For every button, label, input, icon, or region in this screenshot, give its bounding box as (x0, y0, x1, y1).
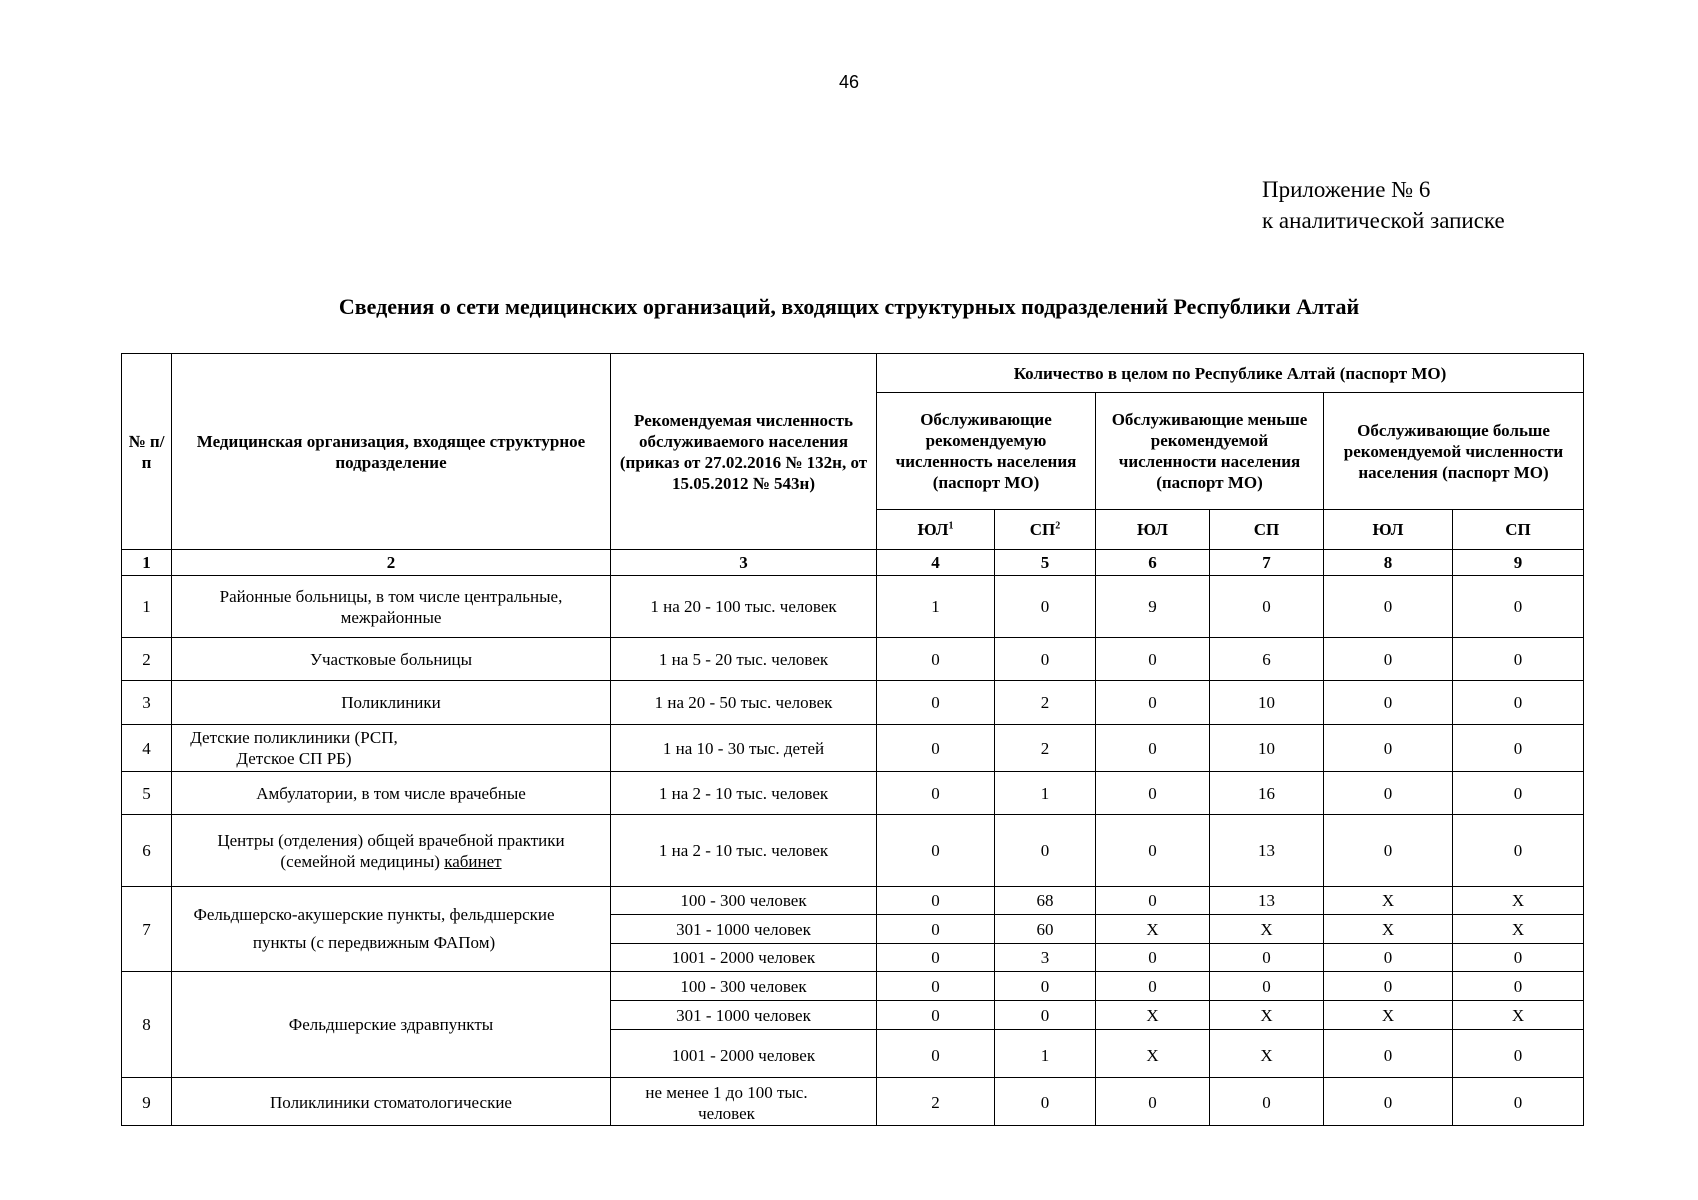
cell-value: 0 (995, 638, 1096, 681)
cell-value: 0 (1453, 576, 1584, 638)
col-number: 7 (1210, 550, 1324, 576)
row-num: 4 (122, 725, 172, 772)
cell-value: 0 (1324, 576, 1453, 638)
row-num: 8 (122, 972, 172, 1078)
cell-value: 0 (1096, 887, 1210, 915)
cell-value: 0 (1453, 772, 1584, 815)
cell-value: Х (1210, 915, 1324, 944)
cell-value: 2 (877, 1078, 995, 1126)
cell-value: 3 (995, 944, 1096, 972)
row-rec: 1 на 5 - 20 тыс. человек (611, 638, 877, 681)
header-group-c: Обслуживающие больше рекомендуемой численности населения (паспорт МО) (1324, 393, 1584, 510)
cell-value: Х (1210, 1030, 1324, 1078)
underlined-word: кабинет (444, 851, 502, 871)
row-name: Фельдшерские здравпункты (172, 972, 611, 1078)
cell-value: 0 (1096, 681, 1210, 725)
cell-value: 0 (877, 944, 995, 972)
row-name: Районные больницы, в том числе центральные, межрайонные (172, 576, 611, 638)
cell-value: 0 (995, 1001, 1096, 1030)
row-num: 3 (122, 681, 172, 725)
cell-value: 9 (1096, 576, 1210, 638)
header-num: № п/п (122, 354, 172, 550)
cell-value: 0 (1210, 576, 1324, 638)
row-num: 1 (122, 576, 172, 638)
row-name: Поликлиники (172, 681, 611, 725)
page-number: 46 (838, 72, 860, 92)
cell-value: 0 (1210, 944, 1324, 972)
cell-value: 0 (1210, 972, 1324, 1001)
cell-value: 0 (1324, 725, 1453, 772)
cell-value: 0 (1324, 681, 1453, 725)
cell-value: 0 (877, 638, 995, 681)
table-row (122, 681, 1584, 725)
cell-value: 0 (877, 972, 995, 1001)
appendix-line-2: к аналитической записке (1262, 208, 1505, 233)
cell-value: 0 (877, 815, 995, 887)
header-sp-b: СП (1210, 510, 1324, 550)
cell-value: 0 (1453, 725, 1584, 772)
header-total: Количество в целом по Республике Алтай (паспорт МО) (877, 354, 1584, 393)
row-rec: 100 - 300 человек (611, 887, 877, 915)
row-name: Поликлиники стоматологические (172, 1078, 611, 1126)
cell-value: 2 (995, 725, 1096, 772)
cell-value: 0 (1324, 972, 1453, 1001)
cell-value: 13 (1210, 887, 1324, 915)
header-sp-a: $СП^2$ (995, 510, 1096, 550)
header-group-a: Обслуживающие рекомендуемую численность населения (паспорт МО) (877, 393, 1096, 510)
header-row-1 (122, 354, 1584, 393)
row-rec: 100 - 300 человек (611, 972, 877, 1001)
col-number: 5 (995, 550, 1096, 576)
cell-value: 0 (1453, 1078, 1584, 1126)
header-yul-a: $ЮЛ^1$ (877, 510, 995, 550)
table-row (122, 638, 1584, 681)
cell-value: 68 (995, 887, 1096, 915)
cell-value: 13 (1210, 815, 1324, 887)
col-number: 3 (611, 550, 877, 576)
cell-value: 0 (1324, 1078, 1453, 1126)
document-title: Сведения о сети медицинских организаций, входящих структурных подразделений Республики Алтай (338, 294, 1360, 319)
cell-value: Х (1210, 1001, 1324, 1030)
cell-value: Х (1096, 915, 1210, 944)
row-rec: 1 на 2 - 10 тыс. человек (611, 772, 877, 815)
row-rec: 1 на 10 - 30 тыс. детей (611, 725, 877, 772)
row-name: Фельдшерско-акушерские пункты, фельдшерские пункты (с передвижным ФАПом) (172, 887, 611, 972)
cell-value: Х (1453, 887, 1584, 915)
cell-value: Х (1453, 915, 1584, 944)
cell-value: 0 (877, 887, 995, 915)
cell-value: 0 (1210, 1078, 1324, 1126)
cell-value: 0 (995, 1078, 1096, 1126)
header-recommended: Рекомендуемая численность обслуживаемого населения (приказ от 27.02.2016 № 132н, от 15.05.2012 № 543н) (611, 354, 877, 550)
column-number-row (122, 550, 1584, 576)
cell-value: 10 (1210, 725, 1324, 772)
row-rec: 1 на 20 - 100 тыс. человек (611, 576, 877, 638)
row-rec: 1 на 2 - 10 тыс. человек (611, 815, 877, 887)
col-number: 8 (1324, 550, 1453, 576)
cell-value: 0 (1453, 815, 1584, 887)
cell-value: 1 (877, 576, 995, 638)
header-org: Медицинская организация, входящее структурное подразделение (172, 354, 611, 550)
row-rec: 301 - 1000 человек (611, 1001, 877, 1030)
cell-value: 2 (995, 681, 1096, 725)
col-number: 1 (122, 550, 172, 576)
cell-value: 0 (1453, 1030, 1584, 1078)
cell-value: 0 (877, 915, 995, 944)
header-sp-c: СП (1453, 510, 1584, 550)
cell-value: 0 (1453, 681, 1584, 725)
cell-value: 0 (995, 972, 1096, 1001)
cell-value: 0 (877, 772, 995, 815)
cell-value: 0 (1096, 944, 1210, 972)
cell-value: 0 (1096, 638, 1210, 681)
header-yul-c: ЮЛ (1324, 510, 1453, 550)
cell-value: Х (1453, 1001, 1584, 1030)
cell-value: 0 (1096, 972, 1210, 1001)
appendix-line-1: Приложение № 6 (1262, 177, 1431, 202)
medical-network-table (121, 353, 1584, 1126)
row-rec: 1001 - 2000 человек (611, 1030, 877, 1078)
cell-value: 0 (1096, 772, 1210, 815)
cell-value: 1 (995, 1030, 1096, 1078)
col-number: 4 (877, 550, 995, 576)
table-row (122, 972, 1584, 1001)
table-row (122, 576, 1584, 638)
cell-value: 0 (1324, 638, 1453, 681)
row-num: 7 (122, 887, 172, 972)
cell-value: 0 (1096, 725, 1210, 772)
row-rec: 1001 - 2000 человек (611, 944, 877, 972)
cell-value: 6 (1210, 638, 1324, 681)
table-row (122, 725, 1584, 772)
cell-value: 0 (995, 815, 1096, 887)
cell-value: 0 (877, 681, 995, 725)
row-name: Амбулатории, в том числе врачебные (172, 772, 611, 815)
cell-value: Х (1324, 1001, 1453, 1030)
cell-value: 0 (1453, 944, 1584, 972)
table-row (122, 772, 1584, 815)
col-number: 6 (1096, 550, 1210, 576)
cell-value: 0 (1324, 944, 1453, 972)
table-row (122, 887, 1584, 915)
cell-value: 0 (1324, 772, 1453, 815)
cell-value: 0 (877, 1030, 995, 1078)
row-num: 5 (122, 772, 172, 815)
row-num: 6 (122, 815, 172, 887)
row-rec: 301 - 1000 человек (611, 915, 877, 944)
cell-value: 0 (1096, 1078, 1210, 1126)
cell-value: Х (1096, 1001, 1210, 1030)
table-row (122, 1078, 1584, 1126)
cell-value: 0 (877, 725, 995, 772)
row-num: 9 (122, 1078, 172, 1126)
appendix-note (1262, 174, 1505, 236)
cell-value: 0 (995, 576, 1096, 638)
row-rec: не менее 1 до 100 тыс. человек (611, 1078, 877, 1126)
col-number: 2 (172, 550, 611, 576)
cell-value: 0 (1453, 972, 1584, 1001)
cell-value: 16 (1210, 772, 1324, 815)
cell-value: 0 (1453, 638, 1584, 681)
row-name: Центры (отделения) общей врачебной практики (семейной медицины) кабинет (172, 815, 611, 887)
row-name: Участковые больницы (172, 638, 611, 681)
col-number: 9 (1453, 550, 1584, 576)
row-rec: 1 на 20 - 50 тыс. человек (611, 681, 877, 725)
header-group-b: Обслуживающие меньше рекомендуемой численности населения (паспорт МО) (1096, 393, 1324, 510)
cell-value: 1 (995, 772, 1096, 815)
cell-value: 0 (1324, 815, 1453, 887)
cell-value: 10 (1210, 681, 1324, 725)
header-yul-b: ЮЛ (1096, 510, 1210, 550)
cell-value: 0 (1096, 815, 1210, 887)
cell-value: Х (1096, 1030, 1210, 1078)
cell-value: Х (1324, 915, 1453, 944)
table-row (122, 815, 1584, 887)
cell-value: 0 (1324, 1030, 1453, 1078)
cell-value: 0 (877, 1001, 995, 1030)
cell-value: 60 (995, 915, 1096, 944)
cell-value: Х (1324, 887, 1453, 915)
row-name: Детские поликлиники (РСП, Детское СП РБ) (172, 725, 611, 772)
row-num: 2 (122, 638, 172, 681)
